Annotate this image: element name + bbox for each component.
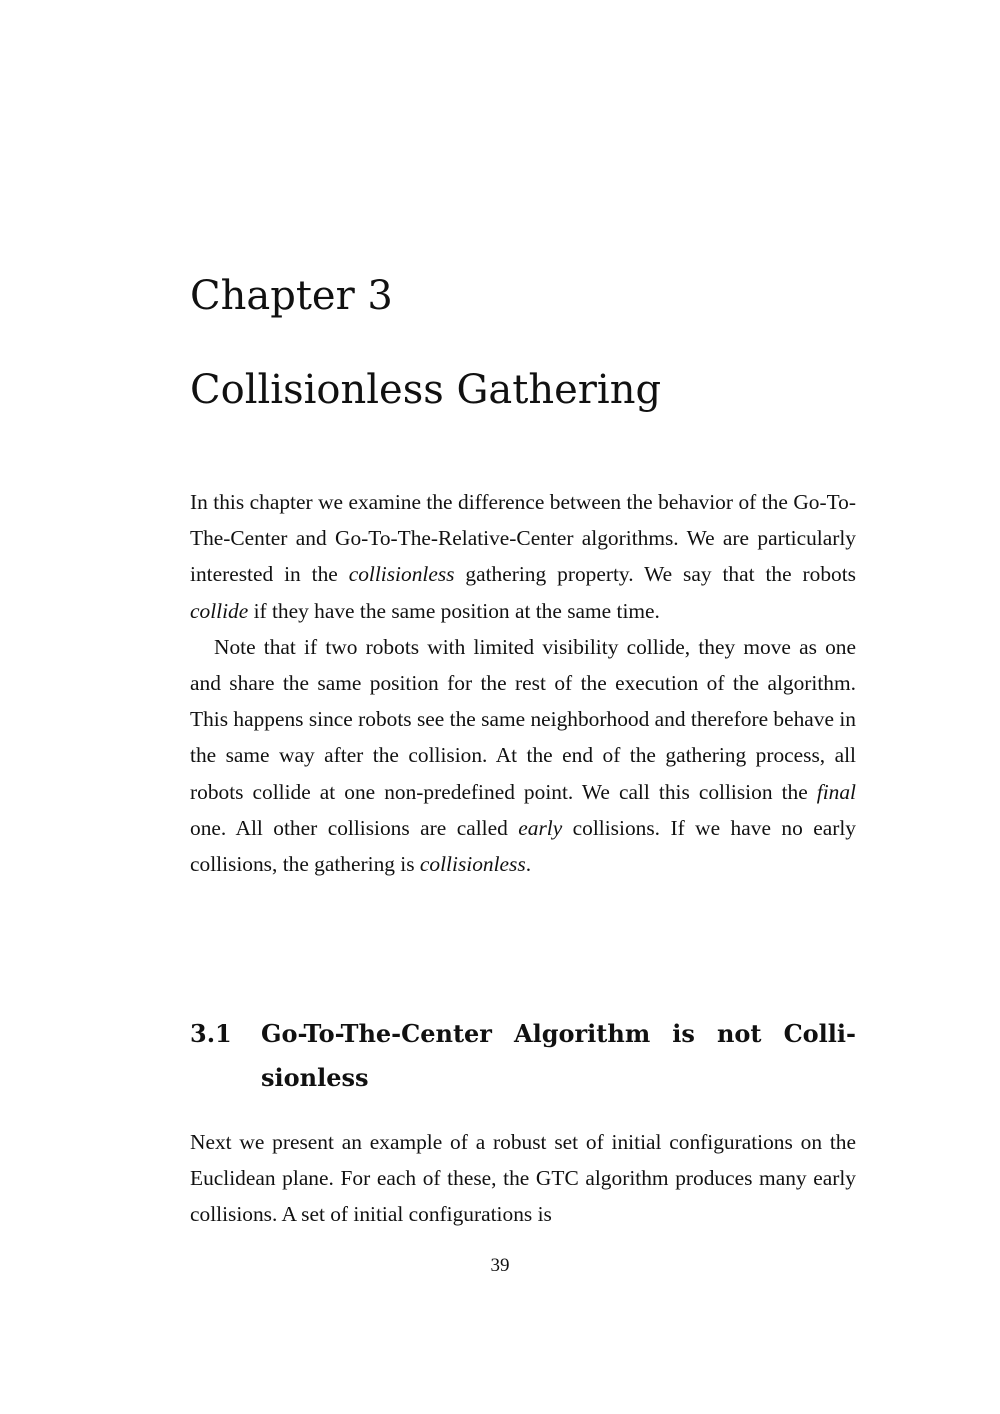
section-number: 3.1 (190, 1019, 232, 1048)
emphasis-early: early (518, 815, 563, 840)
text-run: Note that if two robots with limited visibility collide, they move as one and share the same position for the rest of the execution of the algorithm. This happens since robots see the same neighborhood and therefore behave in the same way after the collision. At the end of the gathering process, all robots collide at one non-predefined point. We call this collision the (190, 634, 856, 804)
text-run: . (525, 852, 532, 877)
emphasis-collisionless: collisionless (419, 852, 526, 877)
emphasis-collide: collide (190, 598, 249, 623)
page-number: 39 (490, 1255, 510, 1276)
text-run: gathering property. We say that the robots (454, 562, 856, 587)
section-title: Go-To-The-Center Algorithm is not Collisionless (261, 1019, 856, 1092)
chapter-title: Collisionless Gathering (190, 367, 662, 413)
section-heading (190, 1012, 856, 1100)
chapter-label: Chapter 3 (190, 273, 393, 319)
text-run: one. All other collisions are called (190, 815, 519, 840)
emphasis-final: final (816, 779, 856, 804)
text-run: In this chapter we examine the difference between the behavior of the Go-To-The-Center and Go-To-The-Relative-Center algorithms. We are particularly interested in the (190, 490, 856, 587)
section-paragraph: Next we present an example of a robust set of initial configurations on the Euclidean plane. For each of these, the GTC algorithm produces many early collisions. A set of initial configurations is (190, 1130, 856, 1227)
text-run: collisions. If we have no early collisions, the gathering is (190, 815, 856, 877)
intro-paragraph-1 (190, 484, 856, 629)
intro-text (190, 484, 856, 882)
section-body-text (190, 1124, 856, 1233)
text-run: if they have the same position at the same time. (248, 598, 660, 623)
intro-paragraph-2 (190, 629, 856, 882)
emphasis-collisionless: collisionless (348, 562, 455, 587)
